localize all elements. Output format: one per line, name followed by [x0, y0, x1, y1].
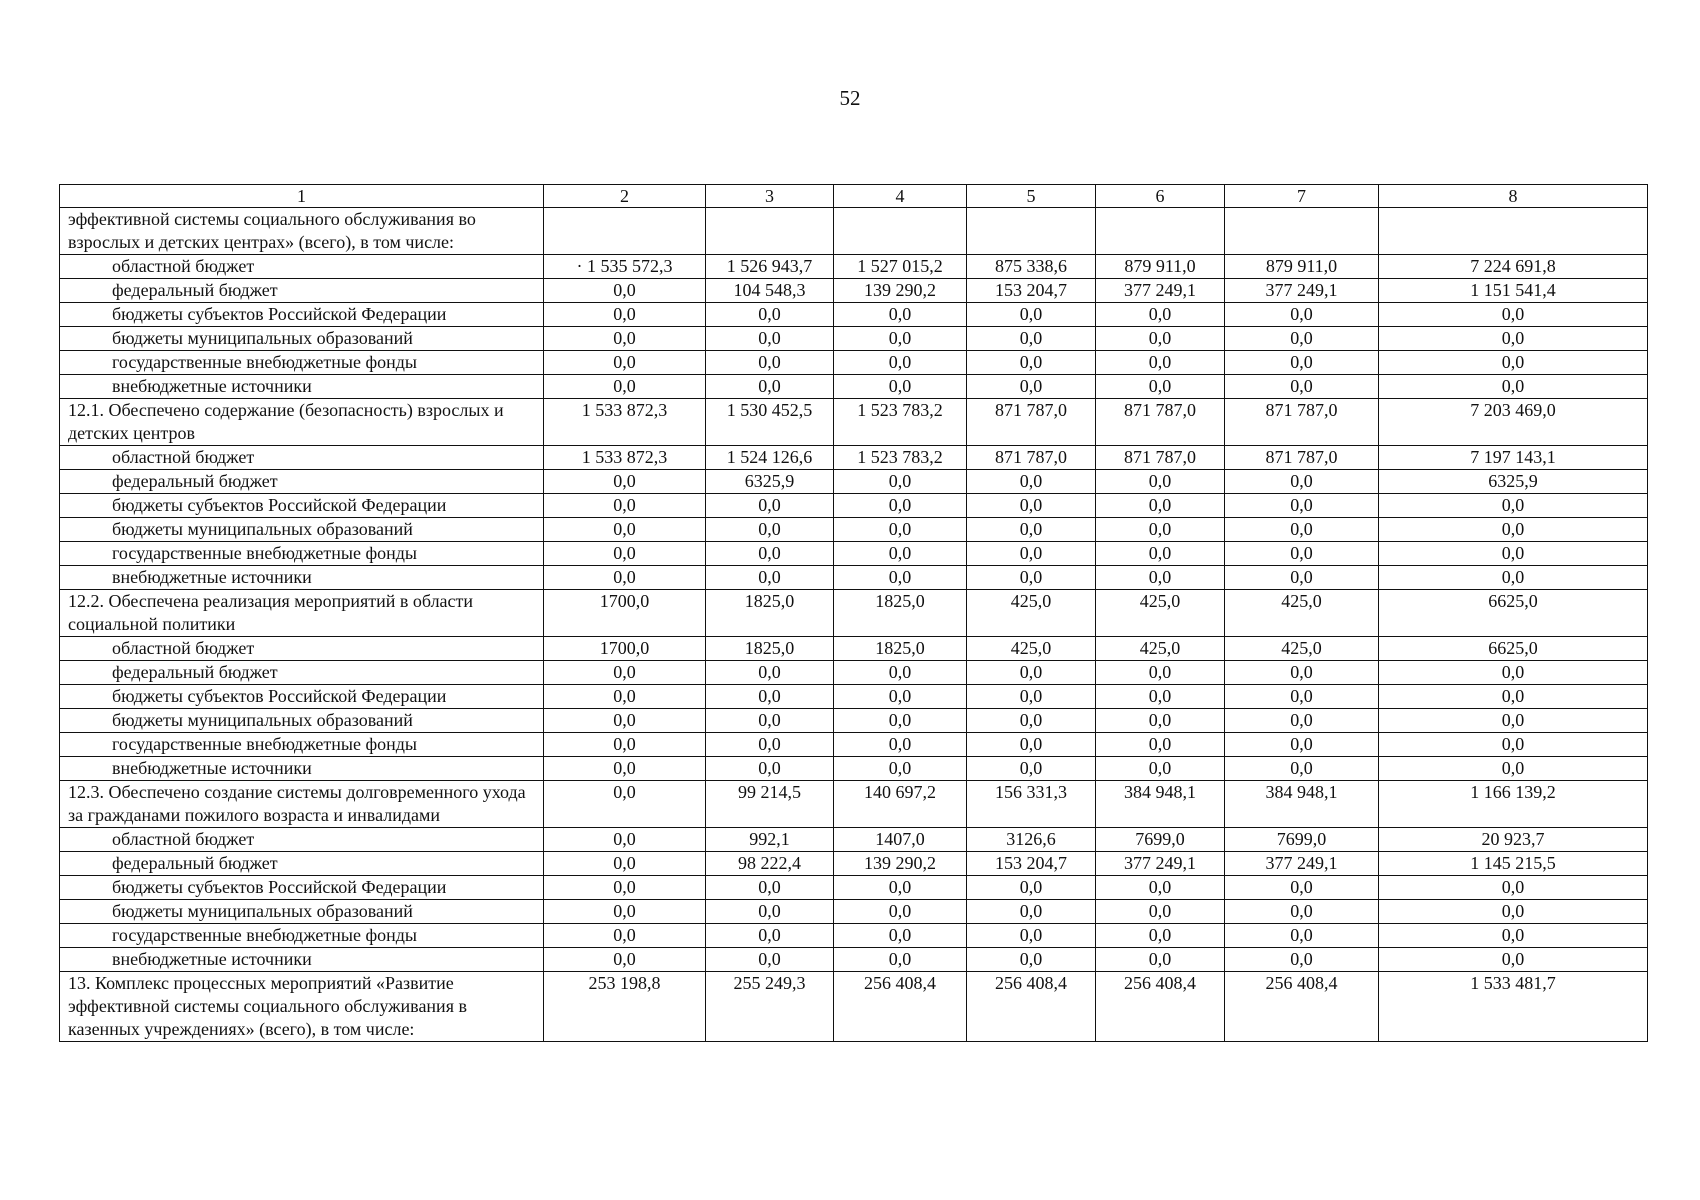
- value-cell: 377 249,1: [1096, 852, 1225, 876]
- value-cell: 1700,0: [544, 637, 706, 661]
- value-cell: [967, 208, 1096, 255]
- value-cell: 0,0: [544, 375, 706, 399]
- table-row: [60, 924, 1648, 948]
- value-cell: [834, 208, 967, 255]
- value-cell: 871 787,0: [1096, 399, 1225, 446]
- item-label: 12.3. Обеспечено создание системы долговременного ухода за гражданами пожилого возраста и инвалидами: [60, 781, 544, 828]
- value-cell: 0,0: [1096, 470, 1225, 494]
- value-cell: 0,0: [834, 375, 967, 399]
- value-cell: 1700,0: [544, 590, 706, 637]
- value-cell: 0,0: [544, 924, 706, 948]
- value-cell: 0,0: [834, 757, 967, 781]
- value-cell: 0,0: [1225, 327, 1379, 351]
- value-cell: 0,0: [1379, 351, 1648, 375]
- value-cell: 0,0: [706, 303, 834, 327]
- value-cell: 1 523 783,2: [834, 399, 967, 446]
- funding-source-label: государственные внебюджетные фонды: [60, 733, 544, 757]
- value-cell: 0,0: [1225, 351, 1379, 375]
- value-cell: 0,0: [1225, 542, 1379, 566]
- value-cell: 992,1: [706, 828, 834, 852]
- value-cell: 0,0: [834, 470, 967, 494]
- value-cell: 0,0: [1225, 303, 1379, 327]
- value-cell: 104 548,3: [706, 279, 834, 303]
- value-cell: 99 214,5: [706, 781, 834, 828]
- value-cell: 0,0: [1379, 948, 1648, 972]
- value-cell: 871 787,0: [967, 399, 1096, 446]
- value-cell: 0,0: [967, 685, 1096, 709]
- value-cell: 1 527 015,2: [834, 255, 967, 279]
- value-cell: 384 948,1: [1225, 781, 1379, 828]
- value-cell: 0,0: [544, 948, 706, 972]
- value-cell: 0,0: [706, 924, 834, 948]
- value-cell: 0,0: [1096, 733, 1225, 757]
- value-cell: 0,0: [1379, 661, 1648, 685]
- value-cell: 0,0: [544, 661, 706, 685]
- value-cell: 3126,6: [967, 828, 1096, 852]
- value-cell: 0,0: [967, 494, 1096, 518]
- value-cell: 0,0: [706, 327, 834, 351]
- value-cell: 0,0: [706, 685, 834, 709]
- funding-source-label: бюджеты субъектов Российской Федерации: [60, 876, 544, 900]
- item-label: эффективной системы социального обслуживания во взрослых и детских центрах» (всего), в том числе:: [60, 208, 544, 255]
- table-row: [60, 972, 1648, 1042]
- table-row: [60, 542, 1648, 566]
- column-header: 8: [1379, 185, 1648, 208]
- funding-source-label: государственные внебюджетные фонды: [60, 542, 544, 566]
- value-cell: 0,0: [544, 757, 706, 781]
- value-cell: 0,0: [1225, 661, 1379, 685]
- funding-source-label: государственные внебюджетные фонды: [60, 351, 544, 375]
- value-cell: 0,0: [1096, 518, 1225, 542]
- value-cell: [544, 208, 706, 255]
- table-row: [60, 518, 1648, 542]
- value-cell: 377 249,1: [1225, 279, 1379, 303]
- value-cell: 0,0: [1225, 948, 1379, 972]
- value-cell: 7699,0: [1096, 828, 1225, 852]
- value-cell: 0,0: [834, 566, 967, 590]
- value-cell: 1 530 452,5: [706, 399, 834, 446]
- value-cell: 0,0: [1379, 375, 1648, 399]
- value-cell: 0,0: [1096, 924, 1225, 948]
- value-cell: 0,0: [1096, 757, 1225, 781]
- value-cell: 1 523 783,2: [834, 446, 967, 470]
- value-cell: 6325,9: [1379, 470, 1648, 494]
- value-cell: 0,0: [1379, 876, 1648, 900]
- value-cell: 0,0: [834, 900, 967, 924]
- value-cell: 139 290,2: [834, 279, 967, 303]
- value-cell: 1 151 541,4: [1379, 279, 1648, 303]
- table-row: [60, 661, 1648, 685]
- table-row: [60, 255, 1648, 279]
- funding-source-label: бюджеты субъектов Российской Федерации: [60, 303, 544, 327]
- value-cell: 256 408,4: [834, 972, 967, 1042]
- column-header: 4: [834, 185, 967, 208]
- value-cell: 1825,0: [834, 590, 967, 637]
- value-cell: 0,0: [967, 518, 1096, 542]
- value-cell: 0,0: [706, 518, 834, 542]
- value-cell: 0,0: [1225, 518, 1379, 542]
- table-row: [60, 446, 1648, 470]
- value-cell: 0,0: [1096, 375, 1225, 399]
- value-cell: 0,0: [834, 661, 967, 685]
- table-row: [60, 781, 1648, 828]
- value-cell: 0,0: [544, 542, 706, 566]
- value-cell: 0,0: [1096, 685, 1225, 709]
- funding-source-label: областной бюджет: [60, 637, 544, 661]
- funding-source-label: федеральный бюджет: [60, 279, 544, 303]
- value-cell: 0,0: [1225, 470, 1379, 494]
- value-cell: 0,0: [1379, 900, 1648, 924]
- value-cell: 156 331,3: [967, 781, 1096, 828]
- value-cell: 0,0: [706, 733, 834, 757]
- value-cell: 871 787,0: [1096, 446, 1225, 470]
- value-cell: 0,0: [544, 685, 706, 709]
- value-cell: 0,0: [834, 924, 967, 948]
- value-cell: 0,0: [706, 900, 834, 924]
- value-cell: 7 203 469,0: [1379, 399, 1648, 446]
- value-cell: 0,0: [967, 876, 1096, 900]
- value-cell: 0,0: [1379, 566, 1648, 590]
- value-cell: 0,0: [1225, 709, 1379, 733]
- column-header: 5: [967, 185, 1096, 208]
- value-cell: 0,0: [1096, 661, 1225, 685]
- value-cell: 0,0: [706, 757, 834, 781]
- value-cell: 1 526 943,7: [706, 255, 834, 279]
- value-cell: 0,0: [1225, 685, 1379, 709]
- value-cell: 1 524 126,6: [706, 446, 834, 470]
- value-cell: [1225, 208, 1379, 255]
- table-row: [60, 876, 1648, 900]
- value-cell: 425,0: [967, 637, 1096, 661]
- value-cell: 0,0: [1096, 709, 1225, 733]
- table-row: [60, 399, 1648, 446]
- value-cell: 1825,0: [706, 590, 834, 637]
- value-cell: 0,0: [544, 351, 706, 375]
- value-cell: 7 224 691,8: [1379, 255, 1648, 279]
- funding-source-label: бюджеты муниципальных образований: [60, 518, 544, 542]
- value-cell: 0,0: [1096, 303, 1225, 327]
- table-row: [60, 303, 1648, 327]
- value-cell: 256 408,4: [967, 972, 1096, 1042]
- value-cell: 0,0: [834, 494, 967, 518]
- value-cell: 253 198,8: [544, 972, 706, 1042]
- table-row: [60, 900, 1648, 924]
- funding-source-label: государственные внебюджетные фонды: [60, 924, 544, 948]
- table-row: [60, 948, 1648, 972]
- value-cell: 0,0: [967, 566, 1096, 590]
- value-cell: 1825,0: [834, 637, 967, 661]
- value-cell: 0,0: [544, 828, 706, 852]
- value-cell: 384 948,1: [1096, 781, 1225, 828]
- value-cell: [706, 208, 834, 255]
- value-cell: 0,0: [1225, 900, 1379, 924]
- value-cell: 0,0: [967, 709, 1096, 733]
- value-cell: 0,0: [706, 375, 834, 399]
- value-cell: 256 408,4: [1225, 972, 1379, 1042]
- value-cell: 0,0: [706, 542, 834, 566]
- value-cell: 7 197 143,1: [1379, 446, 1648, 470]
- table-row: [60, 327, 1648, 351]
- value-cell: 153 204,7: [967, 279, 1096, 303]
- value-cell: 0,0: [967, 733, 1096, 757]
- table-row: [60, 470, 1648, 494]
- value-cell: 0,0: [1225, 757, 1379, 781]
- value-cell: 871 787,0: [1225, 446, 1379, 470]
- value-cell: 1 166 139,2: [1379, 781, 1648, 828]
- value-cell: 6625,0: [1379, 590, 1648, 637]
- value-cell: 0,0: [1379, 685, 1648, 709]
- value-cell: 425,0: [967, 590, 1096, 637]
- column-header: 7: [1225, 185, 1379, 208]
- value-cell: 255 249,3: [706, 972, 834, 1042]
- budget-table: [59, 184, 1648, 1042]
- funding-source-label: бюджеты субъектов Российской Федерации: [60, 685, 544, 709]
- table-row: [60, 828, 1648, 852]
- funding-source-label: бюджеты муниципальных образований: [60, 900, 544, 924]
- value-cell: 0,0: [834, 303, 967, 327]
- table-row: [60, 279, 1648, 303]
- value-cell: 0,0: [967, 470, 1096, 494]
- value-cell: 0,0: [1379, 327, 1648, 351]
- value-cell: 0,0: [967, 351, 1096, 375]
- value-cell: 153 204,7: [967, 852, 1096, 876]
- value-cell: 0,0: [834, 518, 967, 542]
- value-cell: 0,0: [1379, 303, 1648, 327]
- value-cell: 140 697,2: [834, 781, 967, 828]
- value-cell: 1 145 215,5: [1379, 852, 1648, 876]
- funding-source-label: областной бюджет: [60, 446, 544, 470]
- value-cell: 0,0: [834, 709, 967, 733]
- value-cell: 20 923,7: [1379, 828, 1648, 852]
- funding-source-label: областной бюджет: [60, 255, 544, 279]
- value-cell: 0,0: [1379, 542, 1648, 566]
- value-cell: 0,0: [834, 733, 967, 757]
- column-header: 1: [60, 185, 544, 208]
- value-cell: 0,0: [544, 327, 706, 351]
- value-cell: 0,0: [967, 303, 1096, 327]
- value-cell: 0,0: [1096, 948, 1225, 972]
- value-cell: 1 533 872,3: [544, 446, 706, 470]
- column-number-row: [60, 185, 1648, 208]
- value-cell: 0,0: [544, 303, 706, 327]
- value-cell: 879 911,0: [1096, 255, 1225, 279]
- value-cell: 0,0: [1096, 327, 1225, 351]
- value-cell: 0,0: [1379, 494, 1648, 518]
- budget-table-body: [60, 185, 1648, 1042]
- value-cell: 0,0: [967, 924, 1096, 948]
- value-cell: 425,0: [1225, 590, 1379, 637]
- value-cell: 0,0: [967, 757, 1096, 781]
- table-row: [60, 733, 1648, 757]
- table-row: [60, 637, 1648, 661]
- value-cell: 0,0: [1379, 924, 1648, 948]
- value-cell: 0,0: [544, 900, 706, 924]
- value-cell: 0,0: [544, 494, 706, 518]
- value-cell: 1825,0: [706, 637, 834, 661]
- value-cell: 425,0: [1225, 637, 1379, 661]
- value-cell: 0,0: [967, 542, 1096, 566]
- value-cell: 0,0: [706, 948, 834, 972]
- value-cell: 0,0: [967, 327, 1096, 351]
- value-cell: 0,0: [834, 685, 967, 709]
- value-cell: 0,0: [1225, 733, 1379, 757]
- value-cell: 0,0: [967, 375, 1096, 399]
- value-cell: 871 787,0: [967, 446, 1096, 470]
- value-cell: 0,0: [706, 351, 834, 375]
- value-cell: 0,0: [1379, 709, 1648, 733]
- value-cell: 0,0: [544, 279, 706, 303]
- value-cell: 875 338,6: [967, 255, 1096, 279]
- funding-source-label: бюджеты субъектов Российской Федерации: [60, 494, 544, 518]
- funding-source-label: бюджеты муниципальных образований: [60, 709, 544, 733]
- value-cell: 0,0: [967, 900, 1096, 924]
- value-cell: 0,0: [544, 733, 706, 757]
- value-cell: 0,0: [544, 709, 706, 733]
- value-cell: 0,0: [1225, 375, 1379, 399]
- value-cell: 871 787,0: [1225, 399, 1379, 446]
- value-cell: 139 290,2: [834, 852, 967, 876]
- page-number: 52: [839, 86, 861, 110]
- value-cell: 0,0: [834, 948, 967, 972]
- funding-source-label: бюджеты муниципальных образований: [60, 327, 544, 351]
- funding-source-label: федеральный бюджет: [60, 852, 544, 876]
- value-cell: 0,0: [967, 661, 1096, 685]
- funding-source-label: внебюджетные источники: [60, 375, 544, 399]
- value-cell: 0,0: [1379, 757, 1648, 781]
- value-cell: 1 533 872,3: [544, 399, 706, 446]
- value-cell: 0,0: [544, 781, 706, 828]
- value-cell: 377 249,1: [1096, 279, 1225, 303]
- value-cell: 7699,0: [1225, 828, 1379, 852]
- funding-source-label: внебюджетные источники: [60, 566, 544, 590]
- table-row: [60, 566, 1648, 590]
- value-cell: 6325,9: [706, 470, 834, 494]
- value-cell: 425,0: [1096, 637, 1225, 661]
- value-cell: 0,0: [544, 566, 706, 590]
- funding-source-label: федеральный бюджет: [60, 661, 544, 685]
- item-label: 12.1. Обеспечено содержание (безопасность) взрослых и детских центров: [60, 399, 544, 446]
- column-header: 6: [1096, 185, 1225, 208]
- table-row: [60, 685, 1648, 709]
- table-row: [60, 351, 1648, 375]
- value-cell: 0,0: [1225, 566, 1379, 590]
- value-cell: 6625,0: [1379, 637, 1648, 661]
- value-cell: 0,0: [834, 327, 967, 351]
- value-cell: 0,0: [706, 494, 834, 518]
- value-cell: 0,0: [1379, 733, 1648, 757]
- value-cell: 0,0: [1096, 566, 1225, 590]
- value-cell: 98 222,4: [706, 852, 834, 876]
- value-cell: 377 249,1: [1225, 852, 1379, 876]
- value-cell: 256 408,4: [1096, 972, 1225, 1042]
- value-cell: 0,0: [706, 661, 834, 685]
- value-cell: 0,0: [1225, 876, 1379, 900]
- table-row: [60, 375, 1648, 399]
- value-cell: 0,0: [834, 876, 967, 900]
- value-cell: 0,0: [544, 470, 706, 494]
- value-cell: 0,0: [706, 876, 834, 900]
- item-label: 12.2. Обеспечена реализация мероприятий в области социальной политики: [60, 590, 544, 637]
- funding-source-label: внебюджетные источники: [60, 757, 544, 781]
- table-row: [60, 494, 1648, 518]
- value-cell: [1096, 208, 1225, 255]
- value-cell: 0,0: [1096, 351, 1225, 375]
- value-cell: 1407,0: [834, 828, 967, 852]
- item-label: 13. Комплекс процессных мероприятий «Развитие эффективной системы социального обслуживания в казенных учреждениях» (всего), в том числе:: [60, 972, 544, 1042]
- table-row: [60, 590, 1648, 637]
- value-cell: 425,0: [1096, 590, 1225, 637]
- table-row: [60, 757, 1648, 781]
- value-cell: 0,0: [834, 542, 967, 566]
- value-cell: 0,0: [544, 852, 706, 876]
- value-cell: 0,0: [834, 351, 967, 375]
- table-row: [60, 208, 1648, 255]
- value-cell: 0,0: [1096, 900, 1225, 924]
- value-cell: 0,0: [1096, 494, 1225, 518]
- table-row: [60, 709, 1648, 733]
- column-header: 2: [544, 185, 706, 208]
- value-cell: 0,0: [544, 876, 706, 900]
- value-cell: 0,0: [967, 948, 1096, 972]
- column-header: 3: [706, 185, 834, 208]
- value-cell: 0,0: [1096, 876, 1225, 900]
- value-cell: 1 533 481,7: [1379, 972, 1648, 1042]
- value-cell: 879 911,0: [1225, 255, 1379, 279]
- value-cell: 0,0: [1225, 924, 1379, 948]
- value-cell: 0,0: [544, 518, 706, 542]
- value-cell: · 1 535 572,3: [544, 255, 706, 279]
- value-cell: 0,0: [1379, 518, 1648, 542]
- table-row: [60, 852, 1648, 876]
- funding-source-label: областной бюджет: [60, 828, 544, 852]
- value-cell: 0,0: [1096, 542, 1225, 566]
- value-cell: 0,0: [1225, 494, 1379, 518]
- value-cell: [1379, 208, 1648, 255]
- funding-source-label: внебюджетные источники: [60, 948, 544, 972]
- value-cell: 0,0: [706, 709, 834, 733]
- funding-source-label: федеральный бюджет: [60, 470, 544, 494]
- value-cell: 0,0: [706, 566, 834, 590]
